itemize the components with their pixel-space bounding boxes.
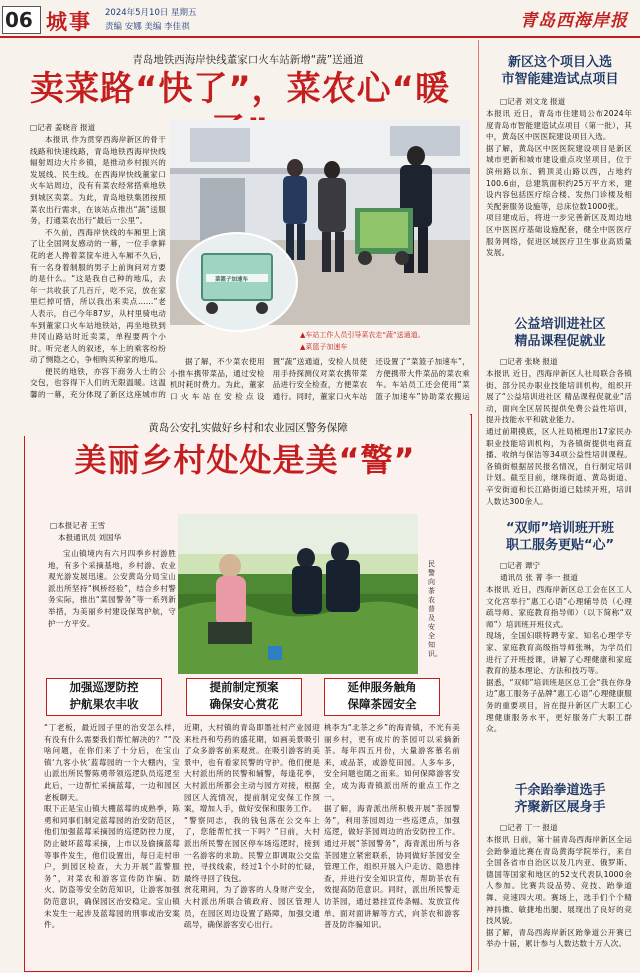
page-number: 06 (5, 8, 33, 32)
feature-photo-caption: 民警向茶农普及安全知识。 (428, 560, 442, 658)
lead-caption-2-text: 菜篮子加速车 (305, 343, 348, 351)
feature-column-3: 桃李为“北茶之乡”的海青镇，不光有美丽乡村，更有成片的茶园可以采摘新茶。每年四五月份，大量游客慕名前来，或品茶，或游览田园。人多车多，安全问题也随之而来。如何保障游客安全，成为海青镇派出所的重点工作之一。 据了解，海青派出所积极开展“茶园警务”，利用茶园周边一些巡逻点，加强巡逻，做好茶园周边的治安防控工作。通过开展“茶园警务”，海青派出所与各茶园建立紧密联系，协同做好茶园安全管理工作，组织开展入户走访、隐患排查，并进行安全知识宣传，帮助茶农有效提高防范意识。同时，派出所民警走访茶园，通过悬挂宣传条幅、发放宣传单、面对面讲解等方式，向茶农和游客普及防诈骗知识。 (324, 723, 460, 930)
side-article-1-text: 本报讯 近日，青岛市住建局公布2024年度青岛市智能建造试点项目（第一批），其中，黄岛区中医医院建设项目入选。 据了解，黄岛区中医医院建设项目是新区城市更新和城市建设重点攻坚项目，位于滨州路以东、鹤顶灵山路以西，占地约100.6亩，总建筑面积约25万平方米，建设内容包括医疗综合楼、发热门诊楼及相关配套服务设施等，总床位数1000张。 项目建成后，将进一步完善新区及周边地区中医医疗基础设施配套，健全中医医疗服务网络，促进区域医疗卫生事业高质量发展。 (486, 109, 632, 258)
side-article-2-text: 本报讯 近日，西海岸新区人社局联合各镇街、部分民办职业技能培训机构，组织开展了“公益培训进社区 精品课程促就业”活动，面向全区居民提供免费公益性培训，提升技能水平和就业能力。 通过前期摸底，区人社局梳理出17家民办职业技能培训机构，为各镇街提供电商直播、收纳与保洁等34项公益性培训课程。各镇街根据居民报名情况，自行制定培训计划。截至目前，继珠街道、黄岛街道、辛安街道和长江路街道已陆续开班，培训人数达300余人。 (486, 369, 632, 506)
side-article-3-byline-1: □记者 谭宁 (500, 561, 540, 570)
feature-byline-1: □本报记者 王雪 (50, 521, 106, 530)
feature-subhead-2: 提前制定预案 确保安心赏花 (186, 678, 302, 716)
feature-column-1: “丁老板，最近园子里的治安怎么样，有没有什么需要我们帮忙解决的？”“没啥问题，在你们来了十分后，在宝山镇‘九客小伙’蓝莓园的一个大棚内，宝山派出所民警陈勇带领巡逻队员巡逻至此后，一边帮忙采摘蓝莓，一边和园区老板聊天。 眼下正是宝山镇大棚蓝莓的成熟季，陈勇和同事们制定蓝莓园的治安防范区，他们加强蓝莓采摘园的巡逻防控力度，防止破坏蓝莓采摘，上市以及偷摘蓝莓等事件发生，他们设置出，每日走村串户，到园区检查，大力开展“蓝警服务”，对菜农和游客宣传防诈骗、防火、防盗等安全防范知识，让游客加强防范意识，确保园区治安稳定。宝山镇未发生一起涉及蓝莓园的刑事或治安案件。 (44, 723, 180, 930)
lead-headline: 卖菜路“快了”，菜农心“暖 (29, 69, 451, 109)
side-article-4-byline: □记者 丁一 报道 (500, 823, 558, 832)
feature-byline-2: 本报通讯员 刘国华 (58, 533, 122, 542)
feature-kicker: 黄岛公安扎实做好乡村和农业园区警务保障 (148, 422, 348, 434)
cart-sign-label: 菜篮子加速车 (215, 277, 249, 283)
feature-subhead-3: 延伸服务触角 保障茶园安全 (324, 678, 440, 716)
lead-caption-2: ▲菜篮子加速车 (300, 343, 348, 351)
feature-column-2: 近期，大村镇的青岛即墨社村产业园迎来杜丹和芍药的盛花期，如画美景吸引了众多游客前来观赏。在吸引游客的美景中，也有看家民警的守护。他们便是大村派出所的民警和辅警，每逢花季，大村派出所都会主动与园方对接，根据园区人流情况，提前制定安保工作预案，增加人手，做好安保和服务工作。 “警察同志，我的钱包落在公交车上了，您能帮忙找一下吗？”日前，大村派出所民警在园区停车场巡逻时，接到一名游客的求助。民警立即调取公交监控，寻找线索，经过1个小时的忙碌，最终寻回了钱包。 赏花期间，为了游客的人身财产安全，大村派出所联合镇政府、园区管理人员，在园区周边设置了路障，加强交通疏导，确保游客安心出行。 (184, 723, 320, 930)
side-article-4-title: 千余跆拳道选手 齐聚新区展身手 (514, 783, 606, 815)
lead-caption-1: ▲车站工作人员引导菜农走“蔬”送通道。 (300, 331, 425, 339)
side-article-2-title: 公益培训进社区 精品课程促就业 (514, 317, 606, 349)
masthead (0, 0, 640, 38)
side-article-2-byline: □记者 张晓 报道 (500, 357, 558, 366)
column-divider (478, 40, 479, 970)
masthead-rule (0, 36, 640, 38)
section-name: 城事 (46, 10, 92, 34)
side-article-3-title: “双师”培训班开班 职工服务更贴“心” (505, 521, 615, 553)
issue-date: 2024年5月10日 星期五 (105, 8, 197, 18)
feature-headline: 美丽乡村处处是美“警” (74, 441, 416, 479)
cart-photo (176, 232, 298, 332)
lead-paragraph: 不久前，西海岸快线的车厢里上演了让全国网友感动的一幕，一位手拿鲜花的老人搀着菜筐车进入车厢不久后，有一名身着制服的男子上前询问对方要的是什么。“这是我自己种的地瓜，去年一共收获了几百斤，吃不完，放在家里烂掉可惜，所以我出来卖点……”老人表示，自己今年87岁，从村里骑电动车到董家口火车站地铁站，再坐地铁到井冈山路站时近卖菜，单程要两个小时。听完老人的叙述，车上的乘客纷纷动了恻隐之心，争相购买种家的地瓜。 (30, 227, 166, 365)
lead-paragraph: 本报讯 作为贯穿西海岸新区的骨干线路和快速线路，青岛地铁西海岸快线辐射周边大片乡镇，是推动乡村振兴的发展线、民生线。在西海岸快线董家口火车站周边，没有有菜农经常搭乘地铁到城区卖菜。为此，青岛地铁集团按照菜农出行需求，在该站点推出“蔬”送服务，打通菜农出行“最后一公里”。 (30, 135, 166, 226)
side-article-3-byline-2: 通讯员 张 菁 李一 报道 (500, 573, 578, 582)
lead-byline: □记者 姜晓音 报道 (30, 123, 96, 132)
lead-kicker: 青岛地铁西海岸快线董家口火车站新增“蔬”送通道 (132, 54, 364, 66)
paper-name-logo: 青岛西海岸报 (520, 11, 628, 31)
feature-photo (178, 514, 418, 674)
lead-paragraph: 便民的地铁，亦容下商务人士的公交包，也容得下人们的无限温暖。这温馨的一幕，充分体现了新区这座城市的 (30, 366, 166, 400)
side-article-1-byline: □记者 刘文龙 报道 (500, 97, 566, 106)
feature-subhead-1: 加强巡逻防控 护航果农丰收 (46, 678, 162, 716)
lead-body (30, 134, 166, 402)
side-article-1-title: 新区这个项目入选 市智能建造试点项目 (501, 55, 619, 87)
feature-intro: 宝山镇境内有六月四季乡村游胜地，有多个采摘基地，乡村游、农业观光游发展迅速。公安黄岛分局宝山派出所坚持“枫桥经验”，结合乡村警务实际，推出“菜园警务”等一系列新举措，为美丽乡村建设保驾护航，守护一方平安。 (48, 549, 176, 628)
side-article-3-text: 本报讯 近日，西海岸新区总工会在区工人文化宫举行“惠工心语”心理辅导员（心理疏导师、家庭教育指导师）（以下简称“双师”）培训班开班仪式。 现场，全国妇联特聘专家、知名心理学专家、家庭教育高级指导师张琳，为学员们进行了开班授课，讲解了心理健康和家庭教育的基本理论、方法和技巧等。 据悉，“双师”培训班是区总工会“我在你身边”惠工服务子品牌“惠工心语”心理健康服务的重要项目，旨在提升新区广大职工心理健康服务水平，更好服务广大职工群众。 (486, 585, 632, 734)
side-article-4-text: 本报讯 日前，第十届青岛西海岸新区全运会跆拳道比赛在青岛黄海学院举行，来自全国各省市自治区以及几内亚、俄罗斯、德国等国家和地区的52支代表队1000余人参加。比赛共设品势、竞技、跆拳道舞、竞速四大项。赛场上，选手们个个精神抖擞、敏捷地出腿、展现出了良好的竞技风貌。 据了解，青岛西海岸新区跆拳道公开赛已举办十届，累计参与人数达数十万人次。 (486, 835, 632, 949)
editors: 责编 安娜 美编 李佳祺 (105, 22, 190, 32)
lead-caption-1-text: 车站工作人员引导菜农走“蔬”送通道。 (305, 331, 425, 339)
lead-body-bottom: 据了解，不少菜农使用小推车携带菜品，通过安检机时耗时费力。为此，董家口火车站在安检点设置“蔬”送通道，安检人员使用手持探测仪对菜农携带菜品进行安全检查，方便菜农通行。同时，董家口火车站还设置了“菜篮子加速车”，方便携带大件菜品的菜农乘车。车站员工还会使用“菜篮子加速车”协助菜农搬运 (170, 357, 470, 401)
